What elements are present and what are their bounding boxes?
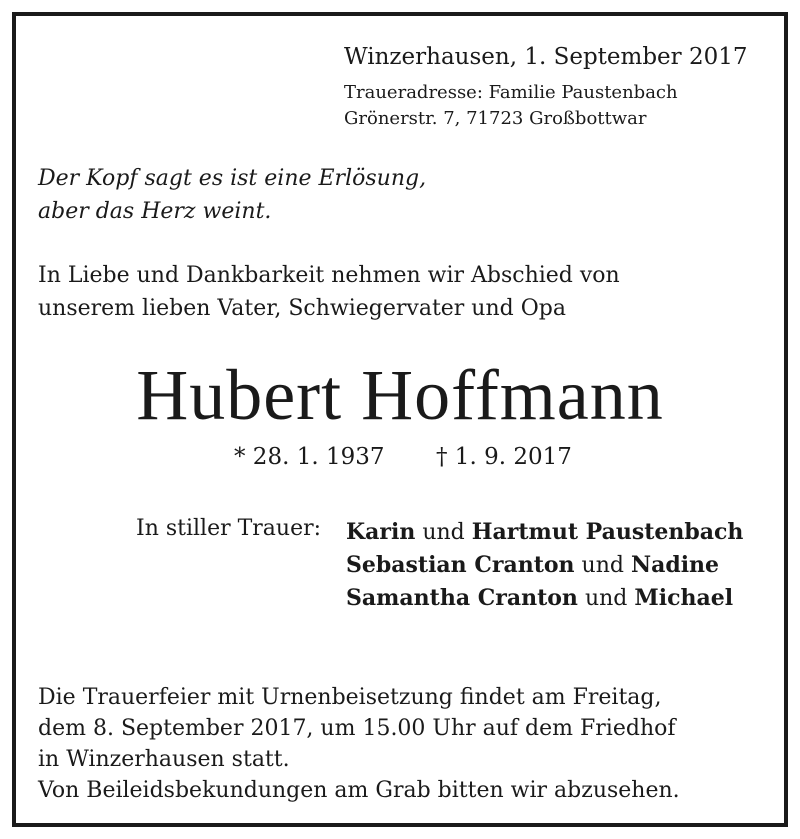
motto-quote xyxy=(38,162,426,228)
birth-date: * 28. 1. 1937 xyxy=(234,444,385,470)
mourning-address-line1: Traueradresse: Familie Paustenbach xyxy=(344,82,678,103)
intro-text xyxy=(38,259,620,325)
mourner-row xyxy=(346,582,743,615)
obituary-frame xyxy=(12,12,788,827)
deceased-name: Hubert Hoffmann xyxy=(136,355,664,435)
mourner-name: Sebastian Cranton xyxy=(346,552,575,578)
mourners-label: In stiller Trauer: xyxy=(136,516,322,541)
mourner-row xyxy=(346,516,743,549)
mourner-name: Hartmut Paustenbach xyxy=(471,519,744,545)
mourner-name: Michael xyxy=(634,585,734,611)
mourner-joiner: und xyxy=(422,520,465,545)
mourner-name: Nadine xyxy=(630,552,720,578)
mourners-list xyxy=(346,516,743,615)
mourner-joiner: und xyxy=(584,586,628,611)
intro-line: unserem lieben Vater, Schwiegervater und Opa xyxy=(38,296,566,321)
death-date: † 1. 9. 2017 xyxy=(436,444,572,470)
mourner-name: Karin xyxy=(346,519,416,545)
funeral-line: in Winzerhausen statt. xyxy=(38,747,290,772)
funeral-notice xyxy=(38,682,680,806)
mourner-row xyxy=(346,549,743,582)
intro-line: In Liebe und Dankbarkeit nehmen wir Abschied von xyxy=(38,263,620,288)
place-date: Winzerhausen, 1. September 2017 xyxy=(344,44,748,70)
motto-line: Der Kopf sagt es ist eine Erlösung, xyxy=(38,166,427,191)
funeral-line: Von Beileidsbekundungen am Grab bitten wir abzusehen. xyxy=(38,778,680,803)
mourning-address-line2: Grönerstr. 7, 71723 Großbottwar xyxy=(344,108,647,129)
mourner-name: Samantha Cranton xyxy=(346,585,578,611)
mourner-joiner: und xyxy=(581,553,624,578)
motto-line: aber das Herz weint. xyxy=(38,199,272,224)
funeral-line: Die Trauerfeier mit Urnenbeisetzung findet am Freitag, xyxy=(38,685,662,710)
funeral-line: dem 8. September 2017, um 15.00 Uhr auf dem Friedhof xyxy=(38,716,676,741)
